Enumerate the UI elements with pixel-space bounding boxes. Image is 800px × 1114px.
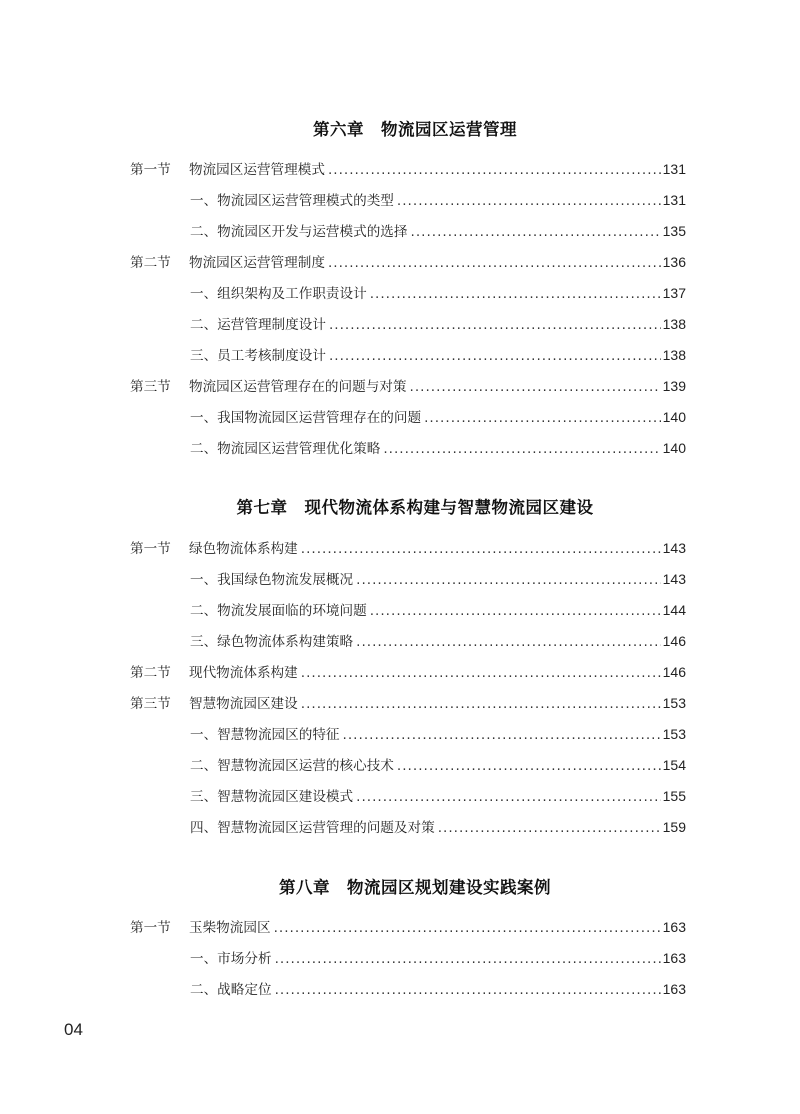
section-label: 第一节 (130, 541, 171, 557)
chapter-title: 第八章 物流园区规划建设实践案例 (279, 878, 551, 897)
page-number: 146 (662, 633, 686, 649)
dot-leader (329, 346, 661, 366)
toc-subentry[interactable] (190, 948, 686, 968)
section-label: 第二节 (130, 665, 171, 681)
dot-leader (329, 315, 661, 335)
section-label: 第三节 (130, 696, 171, 712)
entry-title: 一、组织架构及工作职责设计 (190, 286, 367, 302)
page-number: 138 (662, 316, 686, 332)
entry-title: 二、物流园区运营管理优化策略 (190, 441, 381, 457)
page-number: 153 (662, 726, 686, 742)
page-number: 163 (662, 981, 686, 997)
toc-entry[interactable] (130, 252, 686, 272)
dot-leader (301, 539, 661, 559)
entry-title: 现代物流体系构建 (189, 665, 298, 681)
toc-subentry[interactable] (190, 190, 686, 210)
entry-title: 二、战略定位 (190, 982, 272, 998)
dot-leader (397, 191, 661, 211)
entry-title: 二、智慧物流园区运营的核心技术 (190, 758, 394, 774)
chapter-title: 第七章 现代物流体系构建与智慧物流园区建设 (236, 498, 594, 517)
entry-title: 物流园区运营管理制度 (189, 255, 325, 271)
dot-leader (411, 222, 661, 242)
dot-leader (328, 160, 661, 180)
page-number: 153 (662, 695, 686, 711)
dot-leader (356, 787, 661, 807)
dot-leader (370, 601, 661, 621)
toc-subentry[interactable] (190, 221, 686, 241)
entry-title: 一、市场分析 (190, 951, 272, 967)
page-number: 154 (662, 757, 686, 773)
dot-leader (301, 663, 661, 683)
dot-leader (274, 918, 661, 938)
toc-subentry[interactable] (190, 631, 686, 651)
entry-title: 玉柴物流园区 (189, 920, 271, 936)
toc-subentry[interactable] (190, 786, 686, 806)
toc-subentry[interactable] (190, 600, 686, 620)
dot-leader (424, 408, 661, 428)
toc-subentry[interactable] (190, 755, 686, 775)
dot-leader (275, 980, 661, 1000)
page-number: 140 (662, 409, 686, 425)
section-label: 第一节 (130, 920, 171, 936)
dot-leader (438, 818, 661, 838)
page-number: 140 (662, 440, 686, 456)
page-folio: 04 (64, 1020, 83, 1039)
toc-subentry[interactable] (190, 817, 686, 837)
entry-title: 三、绿色物流体系构建策略 (190, 634, 354, 650)
toc-entry[interactable] (130, 693, 686, 713)
dot-leader (275, 949, 661, 969)
toc-subentry[interactable] (190, 407, 686, 427)
entry-title: 二、物流发展面临的环境问题 (190, 603, 367, 619)
toc-entry[interactable] (130, 917, 686, 937)
entry-title: 三、员工考核制度设计 (190, 348, 326, 364)
section-label: 第一节 (130, 162, 171, 178)
page-number: 135 (662, 223, 686, 239)
page-number: 137 (662, 285, 686, 301)
toc-subentry[interactable] (190, 314, 686, 334)
toc-subentry[interactable] (190, 283, 686, 303)
entry-title: 四、智慧物流园区运营管理的问题及对策 (190, 820, 435, 836)
entry-title: 一、智慧物流园区的特征 (190, 727, 340, 743)
page-number: 155 (662, 788, 686, 804)
toc-subentry[interactable] (190, 345, 686, 365)
dot-leader (370, 284, 661, 304)
page-number: 146 (662, 664, 686, 680)
entry-title: 二、物流园区开发与运营模式的选择 (190, 224, 408, 240)
page-number: 139 (662, 378, 686, 394)
page-number: 143 (662, 540, 686, 556)
toc-entry[interactable] (130, 159, 686, 179)
dot-leader (301, 694, 661, 714)
toc-entry[interactable] (130, 376, 686, 396)
section-label: 第二节 (130, 255, 171, 271)
entry-title: 一、我国物流园区运营管理存在的问题 (190, 410, 422, 426)
toc-entry[interactable] (130, 538, 686, 558)
entry-title: 一、我国绿色物流发展概况 (190, 572, 354, 588)
toc-subentry[interactable] (190, 724, 686, 744)
dot-leader (410, 377, 661, 397)
entry-title: 二、运营管理制度设计 (190, 317, 326, 333)
entry-title: 物流园区运营管理存在的问题与对策 (189, 379, 407, 395)
entry-title: 物流园区运营管理模式 (189, 162, 325, 178)
page-number: 136 (662, 254, 686, 270)
dot-leader (383, 439, 660, 459)
dot-leader (356, 632, 661, 652)
toc-subentry[interactable] (190, 569, 686, 589)
dot-leader (343, 725, 661, 745)
page-number: 143 (662, 571, 686, 587)
entry-title: 绿色物流体系构建 (189, 541, 298, 557)
toc-subentry[interactable] (190, 979, 686, 999)
dot-leader (397, 756, 661, 776)
entry-title: 一、物流园区运营管理模式的类型 (190, 193, 394, 209)
dot-leader (328, 253, 661, 273)
dot-leader (356, 570, 661, 590)
page-number: 131 (662, 192, 686, 208)
chapter-title: 第六章 物流园区运营管理 (313, 120, 517, 139)
page-number: 159 (662, 819, 686, 835)
page-number: 131 (662, 161, 686, 177)
page-number: 138 (662, 347, 686, 363)
entry-title: 智慧物流园区建设 (189, 696, 298, 712)
page-number: 163 (662, 919, 686, 935)
toc-entry[interactable] (130, 662, 686, 682)
section-label: 第三节 (130, 379, 171, 395)
toc-subentry[interactable] (190, 438, 686, 458)
page-number: 144 (662, 602, 686, 618)
page-number: 163 (662, 950, 686, 966)
entry-title: 三、智慧物流园区建设模式 (190, 789, 354, 805)
